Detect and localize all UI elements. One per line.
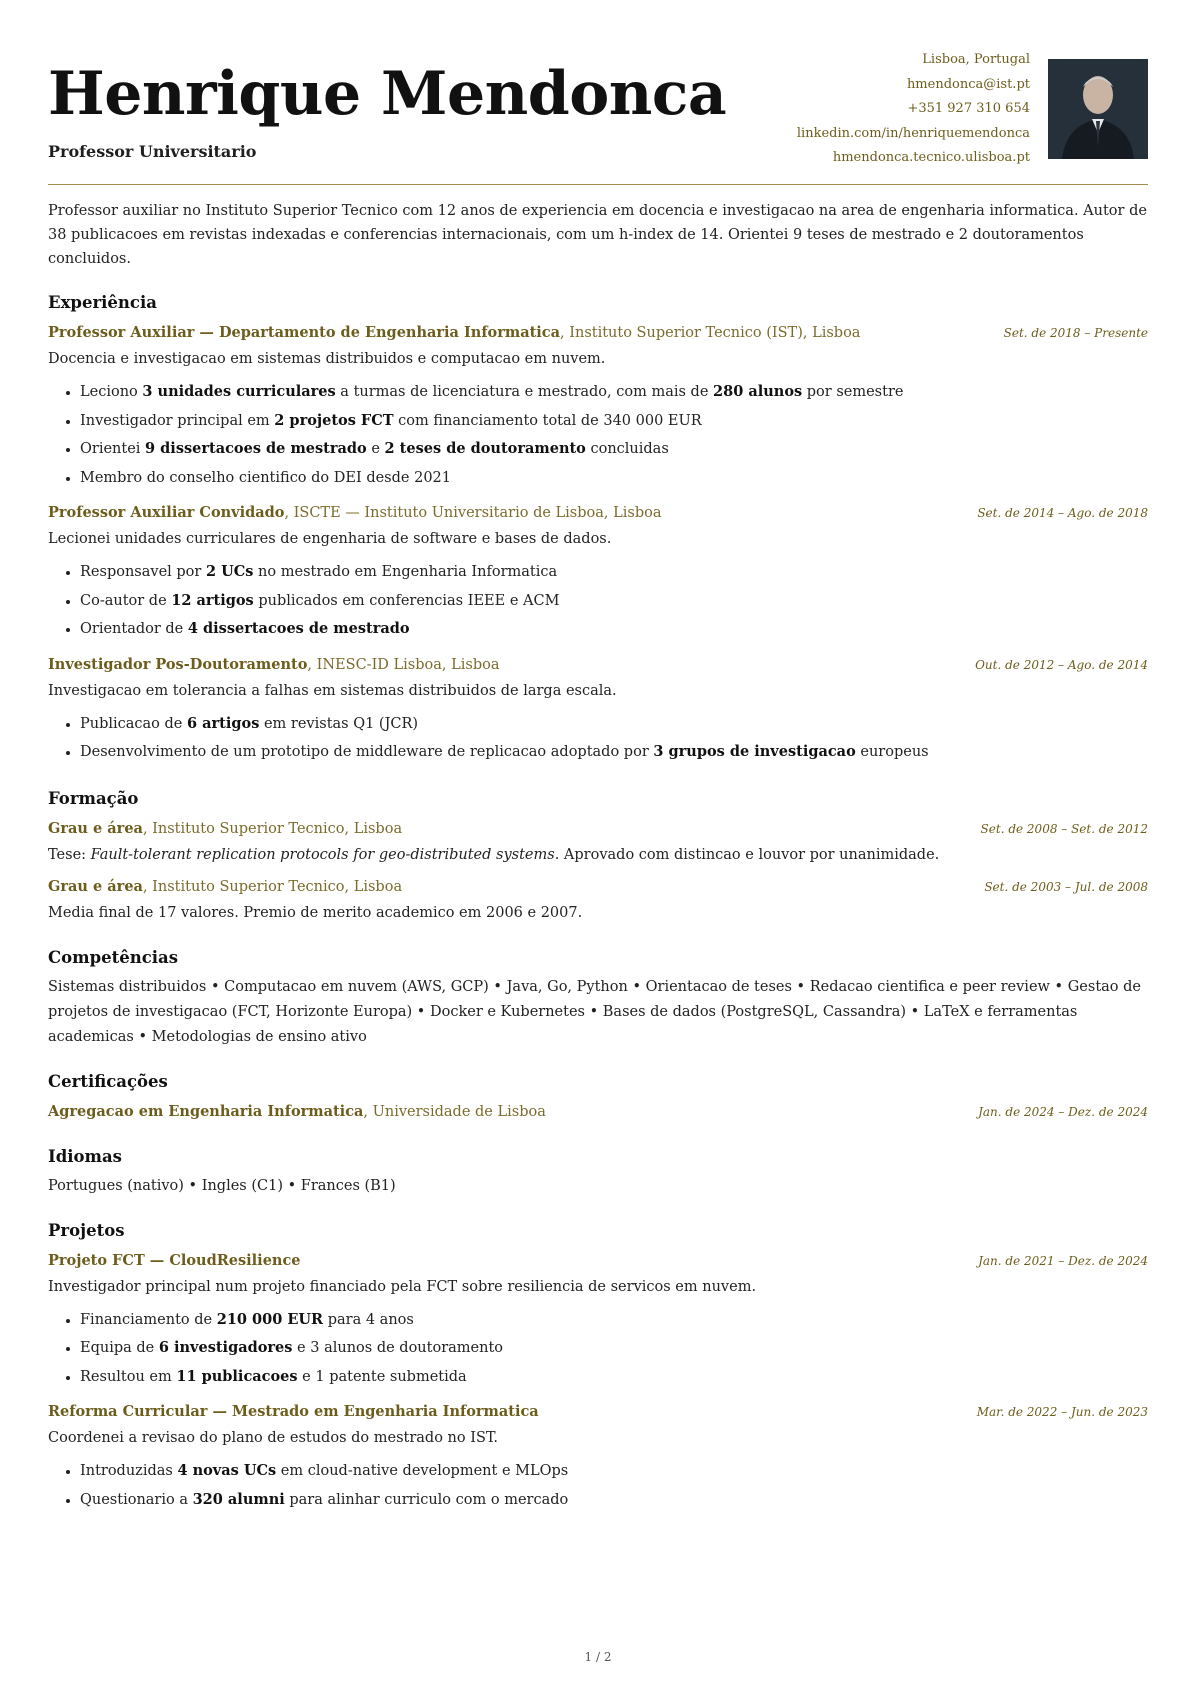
highlight-text: 210 000 EUR (216, 1310, 324, 1328)
entry-title: Professor Auxiliar Convidado (48, 504, 285, 521)
bullet-item (80, 1363, 1148, 1392)
entry-date: Jan. de 2024 – Dez. de 2024 (978, 1104, 1148, 1119)
description-text: Media final de 17 valores. Premio de merito academico em 2006 e 2007. (48, 904, 583, 921)
bullet-text: Financiamento de (80, 1311, 217, 1328)
bullet-item (80, 587, 1148, 616)
entry-description: Lecionei unidades curriculares de engenharia de software e bases de dados. (48, 531, 612, 547)
contact-block (610, 48, 1030, 171)
entry-organization: , Instituto Superior Tecnico, Lisboa (142, 820, 403, 837)
education-list (48, 816, 1148, 926)
bullet-list (48, 378, 1148, 492)
bullet-item (80, 407, 1148, 436)
entry-date: Set. de 2008 – Set. de 2012 (980, 821, 1148, 836)
entry-header (48, 320, 1148, 346)
entry-title: Agregacao em Engenharia Informatica (48, 1102, 364, 1120)
entry-date: Set. de 2014 – Ago. de 2018 (977, 506, 1148, 520)
education-entry (48, 816, 1148, 868)
bullet-text: e 3 alunos de doutoramento (292, 1340, 504, 1356)
bullet-text: publicados em conferencias IEEE e ACM (253, 592, 560, 609)
skills-item: Sistemas distribuidos (48, 978, 207, 995)
entry-header (48, 1248, 1148, 1274)
entry-header (48, 874, 1148, 900)
portrait-photo (1048, 59, 1148, 159)
highlight-text: 4 novas UCs (177, 1462, 277, 1479)
bullet-text: em cloud-native development e MLOps (276, 1463, 569, 1479)
projects-entry (48, 1399, 1148, 1514)
certification-entry (48, 1099, 1148, 1125)
bullet-text: Questionario a (80, 1491, 193, 1508)
contact-phone[interactable]: +351 927 310 654 (907, 101, 1030, 117)
certifications-list (48, 1099, 1148, 1125)
highlight-text: 3 unidades curriculares (142, 383, 336, 400)
projects-list (48, 1248, 1148, 1515)
bullet-item (80, 738, 1148, 767)
bullet-item (80, 1334, 1148, 1363)
bullet-text: e 1 patente submetida (297, 1368, 467, 1385)
highlight-text: 9 dissertacoes de mestrado (145, 440, 367, 457)
skills-item: LaTeX e ferramentas academicas (48, 1003, 1078, 1045)
bullet-list (48, 1457, 1148, 1514)
skills-item: Gestao de projetos de investigacao (FCT, Horizonte Europa) (48, 978, 1141, 1020)
bullet-text: Responsavel por (80, 564, 206, 580)
section-skills-heading: Competências (48, 947, 179, 967)
bullet-text: para 4 anos (323, 1311, 414, 1328)
bullet-text: no mestrado em Engenharia Informatica (253, 564, 558, 580)
entry-organization: , ISCTE — Instituto Universitario de Lisboa, Lisboa (284, 505, 662, 521)
entry-description: Investigacao em tolerancia a falhas em sistemas distribuidos de larga escala. (48, 682, 617, 699)
entry-date: Set. de 2003 – Jul. de 2008 (984, 879, 1148, 894)
experience-entry (48, 320, 1148, 492)
highlight-text: 6 artigos (187, 714, 260, 732)
education-entry (48, 874, 1148, 926)
bullet-item (80, 558, 1148, 587)
highlight-text: 320 alumni (192, 1490, 285, 1508)
bullet-text: Orientei (80, 441, 146, 457)
skills-item: Docker e Kubernetes (429, 1003, 585, 1020)
experience-entry (48, 500, 1148, 644)
highlight-text: 2 teses de doutoramento (384, 440, 586, 457)
page-number: 1 / 2 (584, 1650, 612, 1664)
entry-title: Reforma Curricular — Mestrado em Engenharia Informatica (48, 1403, 539, 1420)
bullet-item (80, 464, 1148, 493)
bullet-item (80, 435, 1148, 464)
highlight-text: 2 projetos FCT (274, 411, 394, 429)
thesis-title: Fault-tolerant replication protocols for geo-distributed systems (90, 846, 555, 863)
experience-entry (48, 652, 1148, 767)
entry-title: Projeto FCT — CloudResilience (48, 1251, 301, 1269)
skills-item: Bases de dados (PostgreSQL, Cassandra) (602, 1003, 907, 1020)
bullet-text: Membro do conselho cientifico do DEI desde 2021 (80, 469, 451, 486)
description-text: Tese: (48, 846, 91, 863)
section-projects-heading: Projetos (48, 1220, 125, 1240)
bullet-text: Equipa de (80, 1340, 159, 1356)
entry-description (48, 842, 1148, 868)
bullet-text: para alinhar curriculo com o mercado (284, 1491, 569, 1508)
entry-header (48, 816, 1148, 842)
bullet-text: Resultou em (80, 1368, 177, 1385)
highlight-text: 11 publicacoes (176, 1367, 298, 1385)
highlight-text: 3 grupos de investigacao (653, 743, 856, 760)
bullet-text: a turmas de licenciatura e mestrado, com mais de (335, 384, 714, 400)
entry-title: Grau e área (48, 819, 143, 837)
highlight-text: 12 artigos (171, 591, 254, 609)
bullet-text: com financiamento total de 340 000 EUR (393, 412, 702, 429)
bullet-text: Co-autor de (80, 592, 172, 609)
bullet-text: Desenvolvimento de um prototipo de middleware de replicacao adoptado por (80, 744, 654, 760)
entry-title: Professor Auxiliar — Departamento de Engenharia Informatica (48, 324, 561, 341)
description-text: . Aprovado com distincao e louvor por unanimidade. (554, 846, 940, 863)
section-experience-heading: Experiência (48, 293, 157, 312)
entry-header (48, 652, 1148, 678)
entry-description: Investigador principal num projeto financiado pela FCT sobre resiliencia de servicos em nuvem. (48, 1278, 757, 1295)
bullet-text: Investigador principal em (80, 412, 275, 429)
bullet-text: Publicacao de (80, 715, 187, 732)
portrait-icon (1048, 59, 1148, 159)
contact-linkedin[interactable]: linkedin.com/in/henriquemendonca (796, 125, 1030, 141)
skills-item: Metodologias de ensino ativo (151, 1028, 367, 1045)
languages-item: Ingles (C1) (201, 1177, 283, 1194)
resume-body (48, 199, 1148, 1522)
section-certifications-heading: Certificações (48, 1071, 168, 1091)
entry-description: Docencia e investigacao em sistemas distribuidos e computacao em nuvem. (48, 351, 606, 367)
bullet-text: europeus (855, 744, 929, 760)
highlight-text: 280 alunos (713, 383, 803, 400)
languages-item: Portugues (nativo) (48, 1177, 184, 1194)
bullet-text: e (366, 441, 385, 457)
entry-header (48, 1399, 1148, 1425)
entry-date: Mar. de 2022 – Jun. de 2023 (976, 1405, 1148, 1419)
highlight-text: 4 dissertacoes de mestrado (187, 620, 410, 637)
entry-organization: , Universidade de Lisboa (363, 1103, 546, 1120)
bullet-text: por semestre (802, 384, 904, 400)
entry-date: Jan. de 2021 – Dez. de 2024 (978, 1253, 1148, 1268)
entry-description (48, 900, 1148, 926)
projects-entry (48, 1248, 1148, 1392)
bullet-item (80, 710, 1148, 739)
languages-list: Portugues (nativo) • Ingles (C1) • Frances (B1) (48, 1177, 396, 1194)
entry-title: Investigador Pos-Doutoramento (48, 655, 308, 673)
skills-list: Sistemas distribuidos • Computacao em nuvem (AWS, GCP) • Java, Go, Python • Orientacao de teses • Redacao cientifica e peer review • Gestao de projetos de investigacao (FCT, Horizonte Europa) • Docker e Kubernetes • Bases de dados (PostgreSQL, Cassandra) • LaTeX e ferramentas academicas • Metodologias de ensino ativo (48, 978, 1141, 1045)
highlight-text: 6 investigadores (158, 1339, 293, 1356)
skills-item: Computacao em nuvem (AWS, GCP) (224, 978, 489, 995)
bullet-item (80, 1486, 1148, 1515)
bullet-text: em revistas Q1 (JCR) (259, 715, 419, 732)
bullet-item (80, 615, 1148, 644)
experience-list (48, 320, 1148, 767)
bullet-item (80, 1306, 1148, 1335)
bullet-list (48, 1306, 1148, 1392)
bullet-item (80, 1457, 1148, 1486)
bullet-list (48, 710, 1148, 767)
section-languages-heading: Idiomas (48, 1146, 122, 1166)
bullet-list (48, 558, 1148, 644)
entry-date: Out. de 2012 – Ago. de 2014 (975, 657, 1148, 672)
bullet-text: Introduzidas (80, 1463, 178, 1479)
skills-item: Orientacao de teses (645, 978, 792, 995)
header-divider (48, 184, 1148, 185)
skills-item: Java, Go, Python (506, 978, 628, 995)
entry-title: Grau e área (48, 877, 143, 895)
highlight-text: 2 UCs (205, 563, 254, 580)
section-education-heading: Formação (48, 788, 139, 808)
contact-website[interactable]: hmendonca.tecnico.ulisboa.pt (832, 150, 1030, 166)
job-subtitle: Professor Universitario (48, 142, 257, 161)
bullet-item (80, 378, 1148, 407)
contact-email[interactable]: hmendonca@ist.pt (906, 76, 1030, 92)
entry-organization: , Instituto Superior Tecnico (IST), Lisboa (560, 325, 861, 341)
summary-text: Professor auxiliar no Instituto Superior Tecnico com 12 anos de experiencia em docencia e investigacao na area de engenharia informatica. Autor de 38 publicacoes em revistas indexadas e conferencias internacionais, com um h-index de 14. Orientei 9 teses de mestrado e 2 doutoramentos concluidos. (48, 203, 1147, 267)
contact-location: Lisboa, Portugal (922, 52, 1030, 67)
entry-organization: , Instituto Superior Tecnico, Lisboa (142, 878, 403, 895)
resume-page (48, 0, 1148, 1683)
bullet-text: concluidas (585, 441, 669, 457)
languages-item: Frances (B1) (300, 1177, 396, 1194)
entry-organization: , INESC-ID Lisboa, Lisboa (307, 656, 500, 673)
skills-item: Redacao cientifica e peer review (809, 978, 1050, 995)
bullet-text: Orientador de (80, 621, 188, 637)
entry-header (48, 500, 1148, 526)
full-name: Henrique Mendonca (48, 59, 727, 129)
entry-description: Coordenei a revisao do plano de estudos do mestrado no IST. (48, 1430, 499, 1446)
entry-header (48, 1099, 1148, 1125)
bullet-text: Leciono (80, 384, 143, 400)
entry-date: Set. de 2018 – Presente (1003, 326, 1148, 340)
